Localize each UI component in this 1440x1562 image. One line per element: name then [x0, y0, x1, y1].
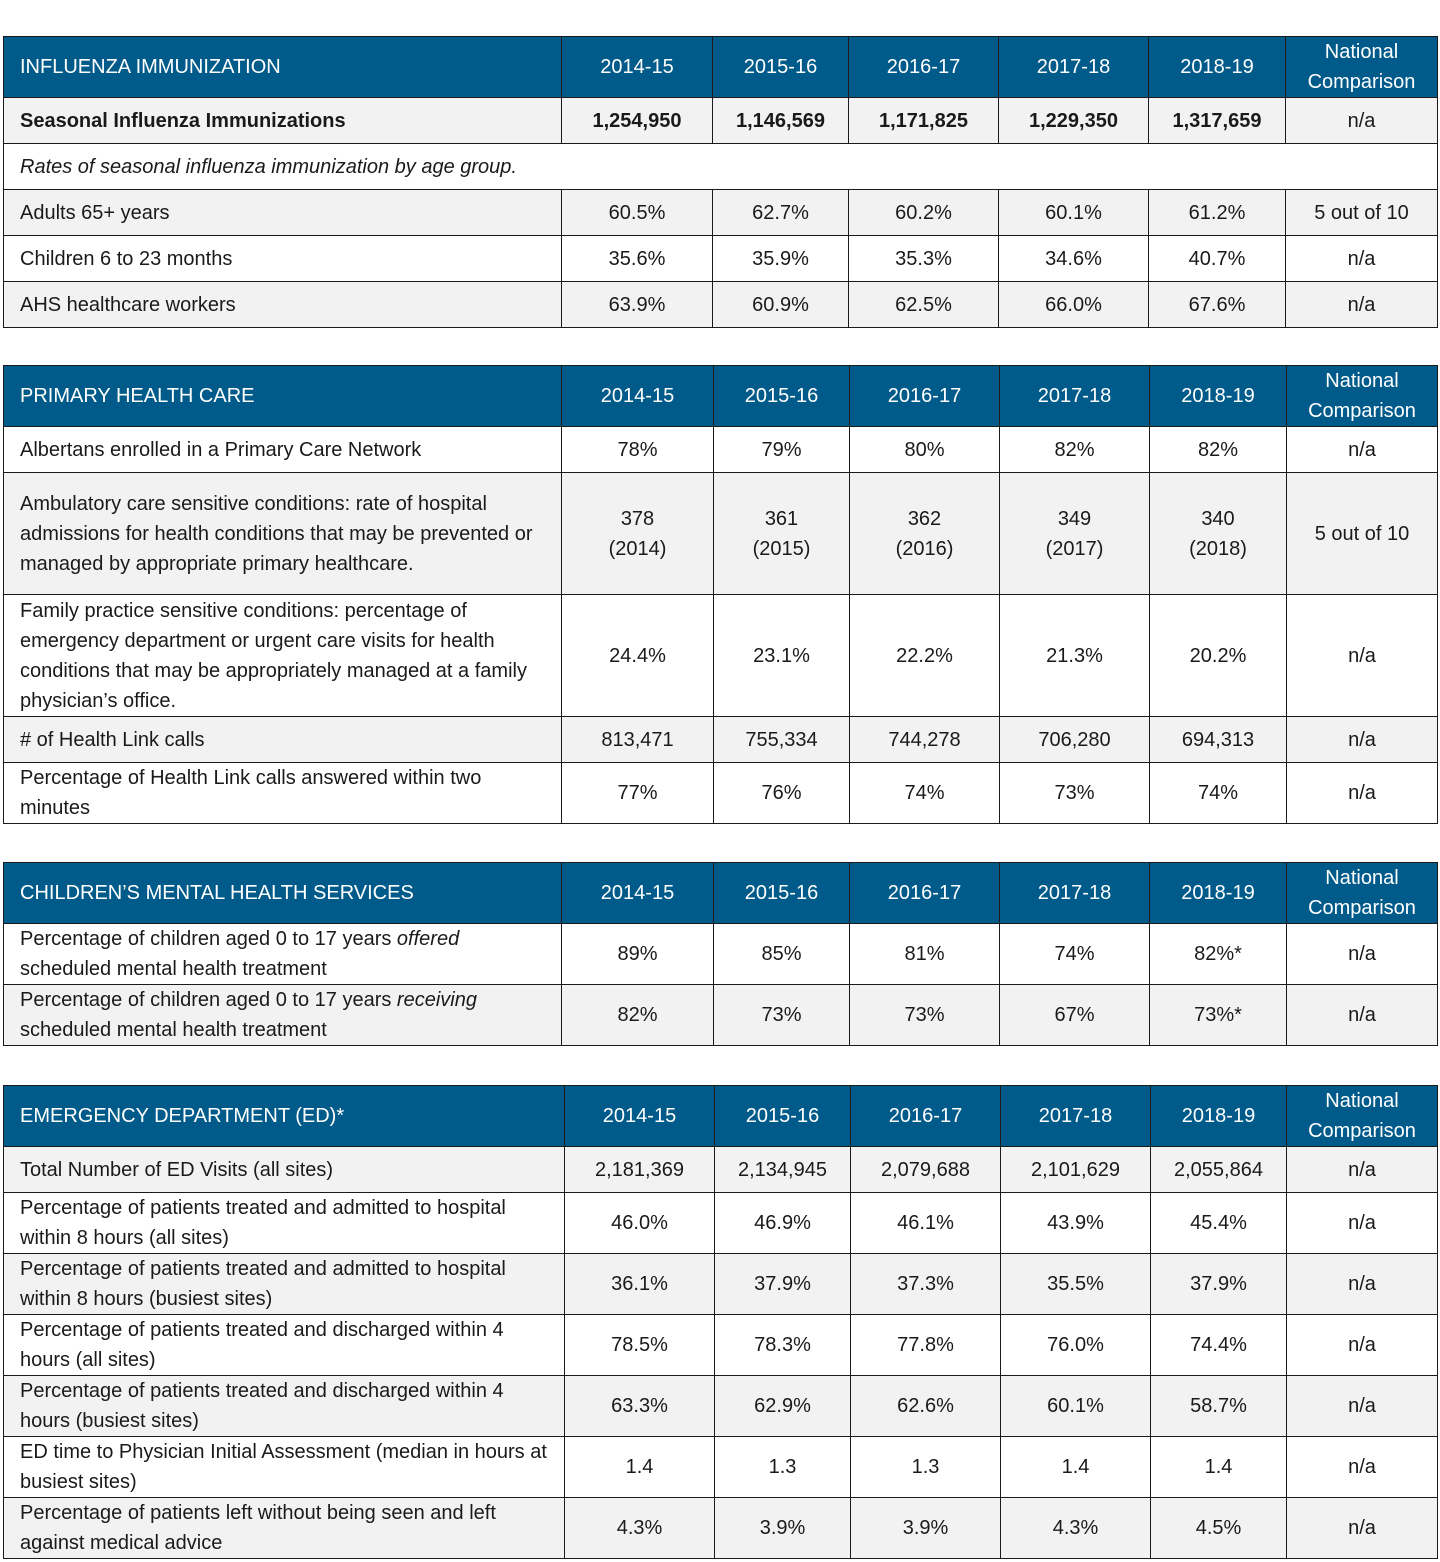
value-cell: 2,181,369: [565, 1147, 715, 1193]
row-label: Percentage of patients treated and discharged within 4 hours (busiest sites): [4, 1376, 565, 1437]
year-header: 2017-18: [1001, 1086, 1151, 1147]
table-header-row: [4, 863, 1438, 924]
value-cell: 1,171,825: [849, 98, 999, 144]
value-cell: 82%: [562, 985, 714, 1046]
row-label: Albertans enrolled in a Primary Care Network: [4, 427, 562, 473]
national-cell: n/a: [1287, 924, 1438, 985]
value-cell: 1,229,350: [999, 98, 1149, 144]
year-header: 2017-18: [1000, 863, 1150, 924]
national-cell: 5 out of 10: [1287, 473, 1438, 595]
value-cell: 80%: [850, 427, 1000, 473]
value-cell: 78%: [562, 427, 714, 473]
table-row: [4, 236, 1438, 282]
section-title: CHILDREN’S MENTAL HEALTH SERVICES: [4, 863, 562, 924]
year-header: 2014-15: [565, 1086, 715, 1147]
value-cell: 1,254,950: [562, 98, 713, 144]
value-cell: 60.5%: [562, 190, 713, 236]
value-cell: 20.2%: [1150, 595, 1287, 717]
value-cell: 744,278: [850, 717, 1000, 763]
value-cell: 4.3%: [1001, 1498, 1151, 1559]
row-label: AHS healthcare workers: [4, 282, 562, 328]
value-cell: 36.1%: [565, 1254, 715, 1315]
value-cell: 62.7%: [713, 190, 849, 236]
value-cell: 34.6%: [999, 236, 1149, 282]
table-row: [4, 1498, 1438, 1559]
value-cell: [714, 473, 850, 595]
value-cell: 43.9%: [1001, 1193, 1151, 1254]
value-cell: 37.9%: [715, 1254, 851, 1315]
value-cell: 1.4: [565, 1437, 715, 1498]
value-cell: 1.3: [715, 1437, 851, 1498]
table-row: [4, 1254, 1438, 1315]
value-cell: 67%: [1000, 985, 1150, 1046]
table-header-row: [4, 37, 1438, 98]
influenza-immunization-table: [3, 36, 1438, 328]
national-cell: n/a: [1287, 1147, 1438, 1193]
row-label: Percentage of patients treated and admitted to hospital within 8 hours (all sites): [4, 1193, 565, 1254]
value-cell: 60.2%: [849, 190, 999, 236]
value-cell: 35.6%: [562, 236, 713, 282]
value-cell: 82%*: [1150, 924, 1287, 985]
value-cell: 2,134,945: [715, 1147, 851, 1193]
value-cell: 2,055,864: [1151, 1147, 1287, 1193]
value-cell: 74%: [1000, 924, 1150, 985]
table-header-row: [4, 366, 1438, 427]
value-cell: 3.9%: [715, 1498, 851, 1559]
value-cell: 1.3: [851, 1437, 1001, 1498]
national-cell: n/a: [1286, 98, 1438, 144]
value-cell: 3.9%: [851, 1498, 1001, 1559]
row-label: Percentage of patients treated and discharged within 4 hours (all sites): [4, 1315, 565, 1376]
table-row: [4, 1376, 1438, 1437]
value-main: 378: [620, 507, 655, 530]
national-comparison-header: National Comparison: [1286, 37, 1438, 98]
value-cell: 73%: [1000, 763, 1150, 824]
year-header: 2015-16: [714, 863, 850, 924]
value-cell: 62.6%: [851, 1376, 1001, 1437]
label-text: scheduled mental health treatment: [20, 1019, 327, 1041]
value-cell: 4.3%: [565, 1498, 715, 1559]
value-cell: 74%: [850, 763, 1000, 824]
value-cell: 40.7%: [1149, 236, 1286, 282]
national-comparison-header: National Comparison: [1287, 1086, 1438, 1147]
year-header: 2016-17: [850, 366, 1000, 427]
national-cell: n/a: [1287, 1437, 1438, 1498]
table-row: [4, 1147, 1438, 1193]
value-year: (2014): [608, 537, 667, 560]
national-cell: n/a: [1287, 1254, 1438, 1315]
table-row: [4, 190, 1438, 236]
value-cell: [562, 473, 714, 595]
value-cell: 4.5%: [1151, 1498, 1287, 1559]
row-label: Ambulatory care sensitive conditions: rate of hospital admissions for health conditions that may be prevented or managed by appropriate primary healthcare.: [4, 473, 562, 595]
national-cell: 5 out of 10: [1286, 190, 1438, 236]
value-cell: 73%: [850, 985, 1000, 1046]
year-header: 2017-18: [999, 37, 1149, 98]
national-cell: n/a: [1287, 1376, 1438, 1437]
label-text: scheduled mental health treatment: [20, 958, 327, 980]
value-main: 349: [1057, 507, 1092, 530]
row-label: Percentage of patients treated and admitted to hospital within 8 hours (busiest sites): [4, 1254, 565, 1315]
row-label: [4, 985, 562, 1046]
value-cell: [1150, 473, 1287, 595]
row-label: Total Number of ED Visits (all sites): [4, 1147, 565, 1193]
label-text: Percentage of children aged 0 to 17 years: [20, 928, 397, 950]
value-cell: 60.1%: [999, 190, 1149, 236]
value-cell: 1.4: [1151, 1437, 1287, 1498]
row-label: Percentage of Health Link calls answered within two minutes: [4, 763, 562, 824]
value-cell: 63.9%: [562, 282, 713, 328]
table-row: [4, 595, 1438, 717]
table-header-row: [4, 1086, 1438, 1147]
value-cell: 694,313: [1150, 717, 1287, 763]
value-main: 362: [907, 507, 942, 530]
value-cell: 61.2%: [1149, 190, 1286, 236]
table-row: [4, 985, 1438, 1046]
value-cell: 78.3%: [715, 1315, 851, 1376]
value-cell: 35.9%: [713, 236, 849, 282]
value-cell: 58.7%: [1151, 1376, 1287, 1437]
value-cell: 85%: [714, 924, 850, 985]
value-cell: 46.0%: [565, 1193, 715, 1254]
value-cell: 60.9%: [713, 282, 849, 328]
table-row: [4, 98, 1438, 144]
value-cell: 37.3%: [851, 1254, 1001, 1315]
year-header: 2016-17: [850, 863, 1000, 924]
value-cell: 1,146,569: [713, 98, 849, 144]
value-cell: 81%: [850, 924, 1000, 985]
value-cell: 77%: [562, 763, 714, 824]
value-cell: 813,471: [562, 717, 714, 763]
value-cell: 74.4%: [1151, 1315, 1287, 1376]
table-row: [4, 473, 1438, 595]
value-cell: 23.1%: [714, 595, 850, 717]
value-cell: 755,334: [714, 717, 850, 763]
value-cell: 79%: [714, 427, 850, 473]
value-cell: 63.3%: [565, 1376, 715, 1437]
value-cell: 21.3%: [1000, 595, 1150, 717]
national-cell: n/a: [1287, 717, 1438, 763]
row-label: Percentage of patients left without being seen and left against medical advice: [4, 1498, 565, 1559]
table-row: [4, 427, 1438, 473]
table-row: [4, 1193, 1438, 1254]
childrens-mental-health-table: [3, 862, 1438, 1046]
value-cell: 82%: [1000, 427, 1150, 473]
year-header: 2018-19: [1150, 863, 1287, 924]
value-cell: 73%*: [1150, 985, 1287, 1046]
value-cell: 46.9%: [715, 1193, 851, 1254]
row-label: Adults 65+ years: [4, 190, 562, 236]
value-cell: 77.8%: [851, 1315, 1001, 1376]
year-header: 2015-16: [715, 1086, 851, 1147]
row-label: [4, 924, 562, 985]
value-main: 361: [764, 507, 799, 530]
national-cell: n/a: [1286, 282, 1438, 328]
year-header: 2014-15: [562, 366, 714, 427]
row-label: # of Health Link calls: [4, 717, 562, 763]
value-cell: 37.9%: [1151, 1254, 1287, 1315]
value-cell: 67.6%: [1149, 282, 1286, 328]
value-cell: 76%: [714, 763, 850, 824]
row-label: Seasonal Influenza Immunizations: [4, 98, 562, 144]
national-cell: n/a: [1287, 985, 1438, 1046]
value-cell: 24.4%: [562, 595, 714, 717]
value-cell: 2,101,629: [1001, 1147, 1151, 1193]
table-row: [4, 144, 1438, 190]
value-main: 340: [1201, 507, 1235, 530]
value-year: (2017): [1045, 537, 1104, 560]
value-year: (2018): [1189, 537, 1247, 560]
section-title: EMERGENCY DEPARTMENT (ED)*: [4, 1086, 565, 1147]
value-cell: [1000, 473, 1150, 595]
value-cell: 1.4: [1001, 1437, 1151, 1498]
section-title: PRIMARY HEALTH CARE: [4, 366, 562, 427]
label-text: Percentage of children aged 0 to 17 years: [20, 989, 397, 1011]
value-cell: 62.9%: [715, 1376, 851, 1437]
value-cell: 2,079,688: [851, 1147, 1001, 1193]
table-row: [4, 1315, 1438, 1376]
value-cell: 60.1%: [1001, 1376, 1151, 1437]
year-header: 2015-16: [713, 37, 849, 98]
year-header: 2018-19: [1149, 37, 1286, 98]
value-year: (2015): [752, 537, 811, 560]
value-cell: 76.0%: [1001, 1315, 1151, 1376]
value-cell: 89%: [562, 924, 714, 985]
national-comparison-header: National Comparison: [1287, 366, 1438, 427]
national-comparison-header: National Comparison: [1287, 863, 1438, 924]
section-title: INFLUENZA IMMUNIZATION: [4, 37, 562, 98]
value-cell: 1,317,659: [1149, 98, 1286, 144]
value-cell: 78.5%: [565, 1315, 715, 1376]
national-cell: n/a: [1287, 427, 1438, 473]
table-row: [4, 763, 1438, 824]
table-row: [4, 924, 1438, 985]
national-cell: n/a: [1287, 1315, 1438, 1376]
value-cell: 46.1%: [851, 1193, 1001, 1254]
year-header: 2015-16: [714, 366, 850, 427]
primary-health-care-table: [3, 365, 1438, 824]
label-emphasis: offered: [396, 928, 460, 950]
row-label: Family practice sensitive conditions: percentage of emergency department or urgent care visits for health conditions that may be appropriately managed at a family physician’s office.: [4, 595, 562, 717]
national-cell: n/a: [1287, 1193, 1438, 1254]
value-cell: 706,280: [1000, 717, 1150, 763]
table-row: [4, 1437, 1438, 1498]
value-cell: 82%: [1150, 427, 1287, 473]
label-emphasis: receiving: [396, 989, 477, 1011]
year-header: 2014-15: [562, 863, 714, 924]
value-cell: 66.0%: [999, 282, 1149, 328]
year-header: 2014-15: [562, 37, 713, 98]
table-row: [4, 717, 1438, 763]
national-cell: n/a: [1287, 763, 1438, 824]
row-note: Rates of seasonal influenza immunization by age group.: [4, 144, 1438, 190]
value-cell: 35.5%: [1001, 1254, 1151, 1315]
year-header: 2016-17: [849, 37, 999, 98]
value-cell: 62.5%: [849, 282, 999, 328]
value-cell: 45.4%: [1151, 1193, 1287, 1254]
national-cell: n/a: [1287, 1498, 1438, 1559]
value-cell: 22.2%: [850, 595, 1000, 717]
value-year: (2016): [895, 537, 954, 560]
table-row: [4, 282, 1438, 328]
value-cell: 35.3%: [849, 236, 999, 282]
value-cell: [850, 473, 1000, 595]
value-cell: 73%: [714, 985, 850, 1046]
year-header: 2018-19: [1150, 366, 1287, 427]
value-cell: 74%: [1150, 763, 1287, 824]
national-cell: n/a: [1287, 595, 1438, 717]
year-header: 2016-17: [851, 1086, 1001, 1147]
row-label: Children 6 to 23 months: [4, 236, 562, 282]
emergency-department-table: [3, 1085, 1438, 1559]
year-header: 2017-18: [1000, 366, 1150, 427]
row-label: ED time to Physician Initial Assessment (median in hours at busiest sites): [4, 1437, 565, 1498]
national-cell: n/a: [1286, 236, 1438, 282]
year-header: 2018-19: [1151, 1086, 1287, 1147]
